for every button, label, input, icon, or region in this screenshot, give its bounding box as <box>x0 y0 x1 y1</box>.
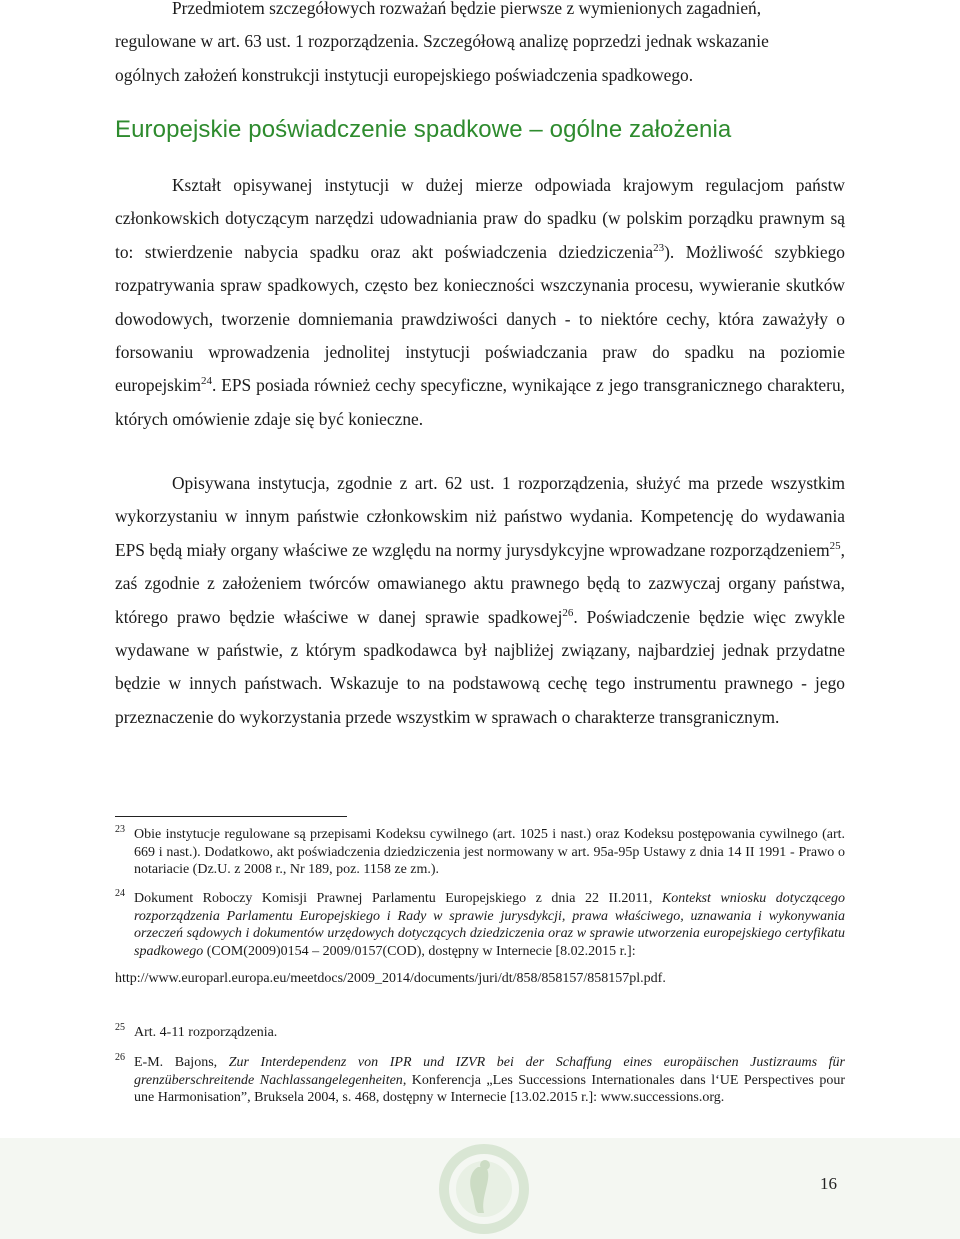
footnote-25 <box>115 1024 845 1042</box>
p3-text-c: . Poświadczenie będzie więc zwykle wydawane w państwie, z którym spadkodawca był najbliżej związany, najbardziej jednak przydatne będzie w innych państwach. Wskazuje to na podstawową cechę tego instrumentu prawnego - jego przeznaczenie do wykorzystania przede wszystkim w sprawach o charakterze transgranicznym. <box>115 606 846 727</box>
p3-text-a: Opisywana instytucja, zgodnie z art. 62 ust. 1 rozporządzenia, służyć ma przede wszystkim wykorzystaniu w innym państwie członkowskim niż państwo wydania. Kompetencję do wydawania EPS będą miały organy właściwe ze względu na normy jurysdykcyjne wprowadzane rozporządzeniem <box>115 473 845 560</box>
paragraph-3 <box>115 467 845 734</box>
footnote-23 <box>115 826 845 879</box>
footnote-text-part: , Konferencja „Les Successions Internationales dans l‘UE Perspectives pour une Harmonisation”, Bruksela 2004, s. 468, dostępny w Internecie [13.02.2015 r.]: www.successions.org. <box>134 1072 845 1106</box>
paragraph-intro <box>115 0 845 92</box>
footnote-24 <box>115 890 845 988</box>
footnote-text <box>115 1054 845 1107</box>
intro-line-1: Przedmiotem szczegółowych rozważań będzie pierwsze z wymienionych zagadnień, <box>172 0 762 18</box>
footnote-url-link[interactable]: http://www.europarl.europa.eu/meetdocs/2009_2014/documents/juri/dt/858/858157/858157pl.pdf. <box>115 971 666 987</box>
footnote-text-part: E-M. Bajons, <box>134 1055 229 1070</box>
footnote-ref-24[interactable]: 24 <box>200 375 212 388</box>
footnote-number: 23 <box>115 824 125 835</box>
footnote-title-italic: Zur Interdependenz von IPR und IZVR bei der Schaffung eines europäischen Justizraums für grenzüberschreitende Nachlassangelegenheiten <box>134 1055 845 1088</box>
p3-text-b: , zaś zgodnie z założeniem twórców omawianego aktu prawnego będą to zazwyczaj organy państwa, którego prawo będzie właściwe w danej sprawie spadkowej <box>115 539 845 627</box>
footnote-ref-25[interactable]: 25 <box>829 539 841 552</box>
footnote-number: 24 <box>115 888 125 899</box>
intro-line-3: ogólnych założeń konstrukcji instytucji europejskiego poświadczenia spadkowego. <box>115 64 694 85</box>
footnote-text <box>115 890 845 960</box>
logo-emblem-icon <box>438 1143 530 1235</box>
section-heading: Europejskie poświadczenie spadkowe – ogólne założenia <box>115 116 732 143</box>
footnote-title-italic: Kontekst wniosku dotyczącego rozporządzenia Parlamentu Europejskiego i Rady w sprawie jurysdykcji, prawa właściwego, uznawania i wykonywania orzeczeń sądowych i dokumentów urzędowych dotyczących dziedziczenia oraz w sprawie utworzenia europejskiego certyfikatu spadkowego <box>134 891 846 959</box>
p2-text-c: . EPS posiada również cechy specyficzne, wynikające z jego transgranicznego charakteru, których omówienie zdaje się być konieczne. <box>115 375 845 429</box>
footnote-ref-26[interactable]: 26 <box>562 606 574 619</box>
p2-text-a: Kształt opisywanej instytucji w dużej mierze odpowiada krajowym regulacjom państw członkowskich dotyczącym narzędzi udowadniania praw do spadku (w polskim porządku prawnym są to: stwierdzenie nabycia spadku oraz akt poświadczenia dziedziczenia <box>115 175 845 262</box>
paragraph-2 <box>115 169 845 436</box>
footnote-text: Obie instytucje regulowane są przepisami Kodeksu cywilnego (art. 1025 i nast.) oraz Kodeksu postępowania cywilnego (art. 669 i nast.). Dodatkowo, akt poświadczenia dziedziczenia jest normowany w art. 95a-95p Ustawy z dnia 14 II 1991 - Prawo o notariacie (Dz.U. z 2008 r., Nr 189, poz. 1158 ze zm.). <box>134 827 845 878</box>
p2-text-b: ). Możliwość szybkiego rozpatrywania spraw spadkowych, często bez konieczności wszczynania procesu, wywieranie skutków dowodowych, tworzenie domniemania prawdziwości danych - to niektóre cechy, która zaważyły o forsowaniu wprowadzenia jednolitej instytucji poświadczania praw do spadku na poziomie europejskim <box>115 241 845 396</box>
footnote-26 <box>115 1054 845 1107</box>
footnote-number: 25 <box>115 1022 125 1033</box>
footnote-text-part: (COM(2009)0154 – 2009/0157(COD), dostępny w Internecie [8.02.2015 r.]: <box>203 943 636 959</box>
intro-line-2: regulowane w art. 63 ust. 1 rozporządzenia. Szczegółową analizę poprzedzi jednak wskazanie <box>115 31 769 52</box>
footnote-divider <box>115 816 347 817</box>
footnote-text: Art. 4-11 rozporządzenia. <box>134 1025 278 1040</box>
page-number: 16 <box>820 1174 837 1193</box>
footnote-ref-23[interactable]: 23 <box>653 241 665 254</box>
footnote-text-part: Dokument Roboczy Komisji Prawnej Parlamentu Europejskiego z dnia 22 II.2011, <box>134 891 662 906</box>
footnote-number: 26 <box>115 1052 125 1063</box>
